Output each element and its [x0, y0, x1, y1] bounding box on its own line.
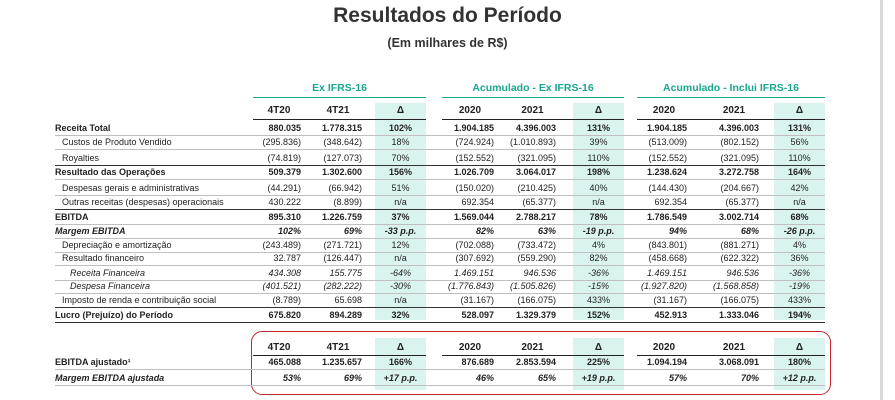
delta-cell: 198% [586, 167, 611, 177]
value-cell: 1.786.549 [646, 212, 687, 222]
value-cell: (31.167) [653, 295, 687, 305]
delta-cell: 68% [790, 212, 809, 222]
column-header-adjusted: Δ [396, 342, 405, 353]
column-header: 4T21 [326, 105, 350, 116]
column-header-adjusted: 2021 [722, 342, 746, 353]
delta-cell: 110% [788, 153, 811, 163]
delta-cell: n/a [592, 197, 605, 207]
value-cell: 692.354 [461, 197, 494, 207]
value-cell: 2.853.594 [515, 357, 556, 367]
row-label: EBITDA ajustado¹ [55, 357, 131, 367]
value-cell: 4.396.003 [718, 123, 759, 133]
value-cell: (210.425) [517, 183, 556, 193]
delta-cell: 39% [589, 137, 608, 147]
row-divider [55, 369, 825, 370]
delta-cell: -30% [389, 281, 411, 291]
row-label: Imposto de renda e contribuição social [62, 295, 217, 305]
value-cell: (702.088) [455, 240, 494, 250]
value-cell: (458.668) [648, 253, 687, 263]
delta-cell: +12 p.p. [782, 373, 817, 383]
value-cell: 57% [668, 373, 687, 383]
value-cell: (150.020) [455, 183, 494, 193]
value-cell: (1.927.820) [640, 281, 687, 291]
value-cell: 1.904.185 [453, 123, 494, 133]
page-title: Resultados do Período [333, 4, 562, 27]
row-label: Receita Financeira [70, 268, 146, 278]
value-cell: 894.289 [329, 310, 362, 320]
value-cell: (348.642) [323, 137, 362, 147]
row-label: Despesa Financeira [70, 281, 151, 291]
value-cell: 528.097 [461, 310, 494, 320]
delta-cell: 164% [787, 167, 812, 177]
delta-cell: 51% [391, 183, 410, 193]
delta-cell: 32% [391, 310, 410, 320]
value-cell: 69% [343, 373, 362, 383]
row-divider [55, 265, 825, 266]
row-label: Receita Total [55, 123, 111, 133]
row-label: Despesas gerais e administrativas [62, 183, 200, 193]
value-cell: (166.075) [720, 295, 759, 305]
delta-cell: 4% [792, 240, 806, 250]
delta-cell: 131% [787, 123, 812, 133]
value-cell: 1.026.709 [453, 167, 494, 177]
value-cell: (1.505.826) [509, 281, 556, 291]
value-cell: 1.226.759 [321, 212, 362, 222]
row-divider [55, 135, 825, 136]
value-cell: 3.002.714 [718, 212, 759, 222]
value-cell: (1.010.893) [509, 137, 556, 147]
delta-cell: n/a [394, 253, 407, 263]
page-subtitle: (Em milhares de R$) [387, 36, 508, 50]
value-cell: 1.235.657 [321, 357, 362, 367]
value-cell: (513.009) [648, 137, 687, 147]
value-cell: (65.377) [725, 197, 759, 207]
delta-cell: 225% [586, 357, 611, 367]
value-cell: (802.152) [720, 137, 759, 147]
row-divider [55, 179, 825, 180]
delta-cell: 78% [589, 212, 608, 222]
column-header-adjusted: Δ [795, 342, 804, 353]
delta-cell: n/a [793, 197, 806, 207]
header-underline-adjusted [637, 355, 825, 356]
value-cell: (31.167) [460, 295, 494, 305]
value-cell: (321.095) [720, 153, 759, 163]
value-cell: 692.354 [654, 197, 687, 207]
value-cell: (843.801) [648, 240, 687, 250]
row-label: Margem EBITDA ajustada [55, 373, 165, 383]
value-cell: 94% [668, 226, 687, 236]
delta-cell: 156% [388, 167, 413, 177]
value-cell: 1.329.379 [515, 310, 556, 320]
row-label: Custos de Produto Vendido [62, 137, 172, 147]
delta-cell: 433% [586, 295, 611, 305]
value-cell: (243.489) [262, 240, 301, 250]
value-cell: 53% [282, 373, 301, 383]
value-cell: 3.272.758 [718, 167, 759, 177]
value-cell: (66.942) [328, 183, 362, 193]
value-cell: 65.698 [334, 295, 362, 305]
row-label: Resultado das Operações [55, 167, 166, 177]
value-cell: 1.778.315 [321, 123, 362, 133]
row-divider [55, 209, 825, 210]
value-cell: (65.377) [522, 197, 556, 207]
value-cell: (152.552) [455, 153, 494, 163]
column-header-adjusted: 2020 [458, 342, 482, 353]
row-label: Outras receitas (despesas) operacionais [62, 197, 224, 207]
column-header-adjusted: Δ [594, 342, 603, 353]
value-cell: 65% [537, 373, 556, 383]
header-underline [442, 119, 624, 120]
value-cell: 876.689 [461, 357, 494, 367]
group-underline [253, 97, 426, 98]
value-cell: 4.396.003 [515, 123, 556, 133]
value-cell: 1.333.046 [718, 310, 759, 320]
value-cell: (166.075) [517, 295, 556, 305]
row-label: Depreciação e amortização [62, 240, 172, 250]
row-divider [55, 224, 825, 225]
value-cell: (1.568.858) [712, 281, 759, 291]
row-divider [55, 165, 825, 166]
row-divider [55, 293, 825, 294]
value-cell: (271.721) [323, 240, 362, 250]
value-cell: 675.820 [268, 310, 301, 320]
delta-cell: 70% [391, 153, 410, 163]
column-header-adjusted: 2020 [652, 342, 676, 353]
value-cell: (126.447) [323, 253, 362, 263]
delta-cell: 56% [790, 137, 809, 147]
value-cell: (622.322) [720, 253, 759, 263]
delta-cell: +19 p.p. [581, 373, 616, 383]
column-header: 4T20 [267, 105, 291, 116]
row-divider [55, 385, 825, 386]
delta-cell: -36% [788, 268, 810, 278]
value-cell: 430.222 [268, 197, 301, 207]
delta-cell: 42% [790, 183, 809, 193]
delta-cell: 433% [787, 295, 812, 305]
value-cell: (724.924) [455, 137, 494, 147]
value-cell: 3.068.091 [718, 357, 759, 367]
value-cell: 1.904.185 [646, 123, 687, 133]
right-frame-edge [880, 0, 883, 400]
delta-cell: 82% [589, 253, 608, 263]
value-cell: 82% [475, 226, 494, 236]
delta-cell: -33 p.p. [384, 226, 417, 236]
value-cell: 1.094.194 [646, 357, 687, 367]
delta-cell: 152% [586, 310, 611, 320]
group-header: Acumulado - Ex IFRS-16 [472, 82, 594, 94]
row-divider [55, 307, 825, 308]
header-underline-adjusted [442, 355, 624, 356]
header-underline [253, 119, 426, 120]
value-cell: 68% [740, 226, 759, 236]
value-cell: (401.521) [262, 281, 301, 291]
delta-cell: 4% [591, 240, 605, 250]
value-cell: (204.667) [720, 183, 759, 193]
delta-cell: 36% [790, 253, 809, 263]
value-cell: 1.469.151 [646, 268, 687, 278]
row-label: EBITDA [55, 212, 89, 222]
value-cell: 895.310 [268, 212, 301, 222]
value-cell: 452.913 [654, 310, 687, 320]
row-divider [55, 195, 825, 196]
value-cell: (44.291) [267, 183, 301, 193]
value-cell: 1.569.044 [453, 212, 494, 222]
value-cell: 1.238.624 [646, 167, 687, 177]
delta-cell: 166% [388, 357, 413, 367]
value-cell: (307.692) [455, 253, 494, 263]
delta-cell: n/a [394, 295, 407, 305]
column-header: 2020 [652, 105, 676, 116]
row-divider [55, 238, 825, 239]
value-cell: (295.836) [262, 137, 301, 147]
delta-cell: -26 p.p. [783, 226, 816, 236]
delta-cell: +17 p.p. [383, 373, 418, 383]
delta-cell: -19% [788, 281, 810, 291]
column-header: Δ [396, 105, 405, 116]
group-header: Ex IFRS-16 [312, 82, 367, 94]
column-header-adjusted: 2021 [521, 342, 544, 353]
value-cell: (559.290) [517, 253, 556, 263]
delta-cell: 18% [391, 137, 410, 147]
value-cell: (733.472) [517, 240, 556, 250]
delta-cell: -36% [587, 268, 609, 278]
column-header: Δ [594, 105, 603, 116]
column-header: Δ [795, 105, 804, 116]
delta-cell: n/a [394, 197, 407, 207]
value-cell: 509.379 [268, 167, 301, 177]
row-divider [55, 149, 825, 150]
column-header: 2021 [722, 105, 746, 116]
delta-cell: 194% [787, 310, 812, 320]
value-cell: (282.222) [323, 281, 362, 291]
value-cell: (8.899) [333, 197, 362, 207]
value-cell: 3.064.017 [515, 167, 556, 177]
row-label: Lucro (Prejuízo) do Período [55, 310, 174, 320]
value-cell: (144.430) [648, 183, 687, 193]
header-underline [637, 119, 825, 120]
row-label: Royalties [62, 153, 100, 163]
value-cell: 1.302.600 [321, 167, 362, 177]
value-cell: 1.469.151 [453, 268, 494, 278]
header-underline-adjusted [253, 355, 426, 356]
row-label: Resultado financeiro [62, 253, 145, 263]
value-cell: (321.095) [517, 153, 556, 163]
delta-cell: -19 p.p. [582, 226, 615, 236]
value-cell: (152.552) [648, 153, 687, 163]
delta-cell: -15% [587, 281, 609, 291]
value-cell: (127.073) [323, 153, 362, 163]
value-cell: 102% [277, 226, 301, 236]
delta-cell: 12% [391, 240, 410, 250]
group-underline [442, 97, 624, 98]
delta-cell: 131% [586, 123, 611, 133]
column-header-adjusted: 4T21 [326, 342, 350, 353]
value-cell: 69% [343, 226, 362, 236]
delta-cell: 110% [587, 153, 610, 163]
value-cell: 155.775 [329, 268, 362, 278]
row-label: Margem EBITDA [55, 226, 126, 236]
value-cell: (1.776.843) [447, 281, 494, 291]
column-header: 2021 [521, 105, 544, 116]
value-cell: 946.536 [523, 268, 556, 278]
value-cell: 946.536 [726, 268, 759, 278]
delta-cell: 37% [391, 212, 410, 222]
row-divider [55, 322, 825, 323]
value-cell: 32.787 [273, 253, 301, 263]
value-cell: 434.308 [268, 268, 301, 278]
delta-cell: 102% [388, 123, 413, 133]
group-header: Acumulado - Inclui IFRS-16 [663, 82, 799, 94]
column-header: 2020 [458, 105, 482, 116]
value-cell: (74.819) [267, 153, 301, 163]
group-underline [637, 97, 825, 98]
value-cell: 70% [740, 373, 759, 383]
value-cell: 2.788.217 [515, 212, 556, 222]
value-cell: 63% [537, 226, 556, 236]
value-cell: (8.789) [272, 295, 301, 305]
value-cell: (881.271) [720, 240, 759, 250]
value-cell: 465.088 [268, 357, 301, 367]
value-cell: 46% [475, 373, 494, 383]
value-cell: 880.035 [268, 123, 301, 133]
column-header-adjusted: 4T20 [267, 342, 291, 353]
delta-cell: -64% [389, 268, 411, 278]
delta-cell: 180% [787, 357, 812, 367]
delta-cell: 40% [589, 183, 608, 193]
